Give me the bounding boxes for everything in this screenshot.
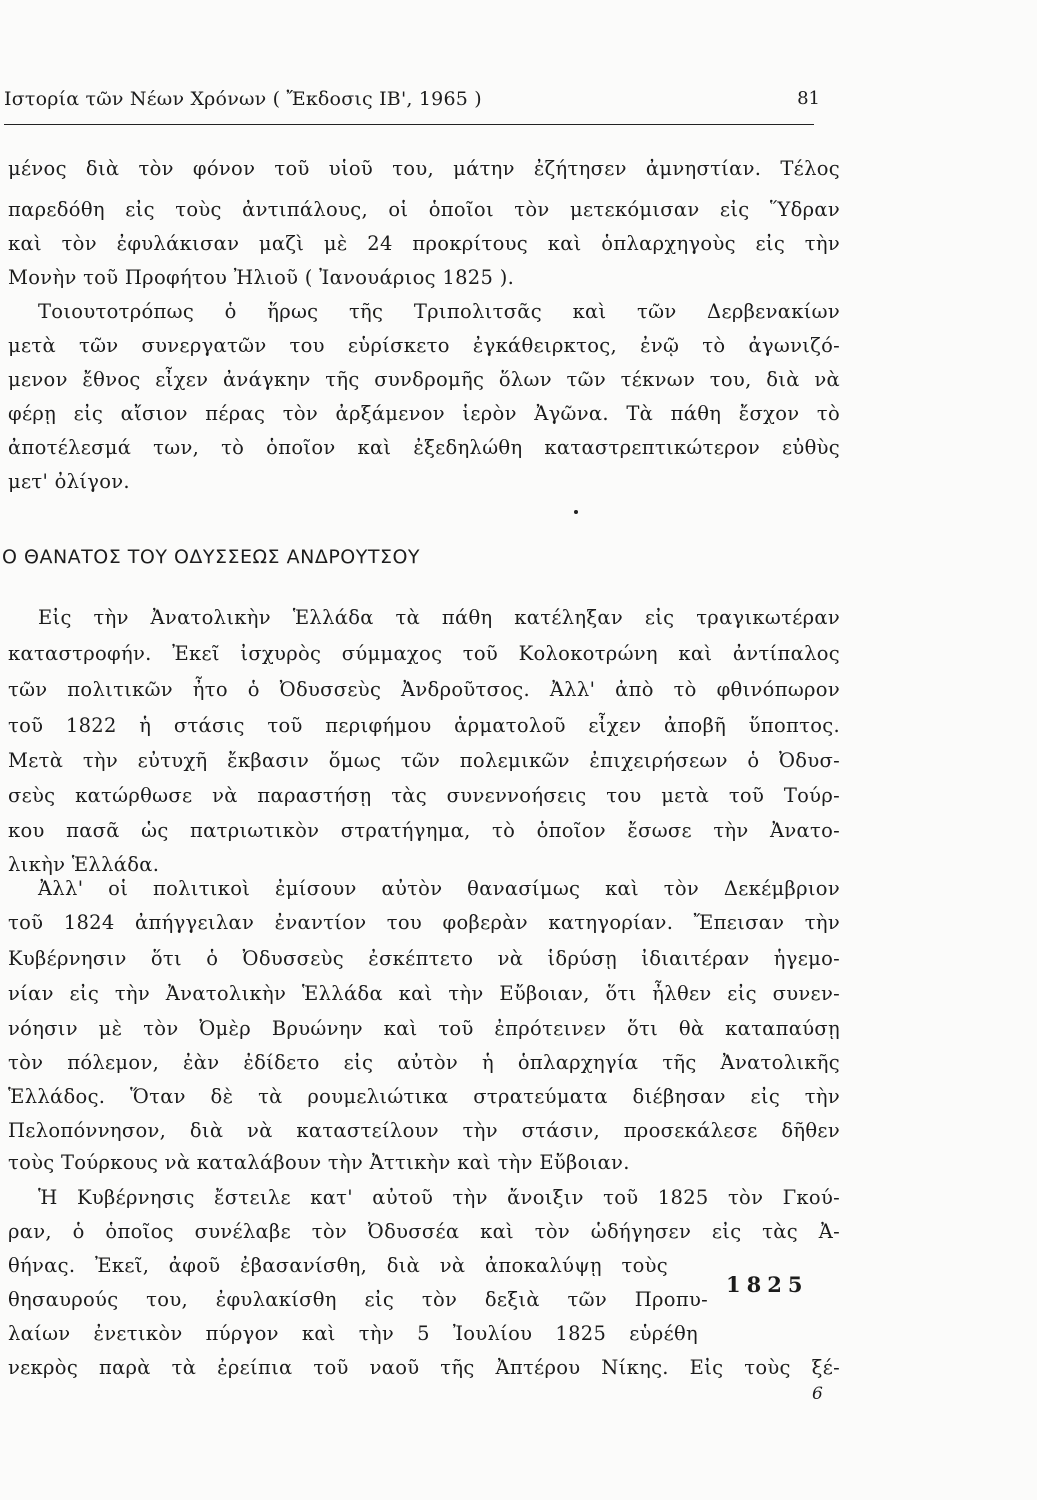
running-title: Ιστορία τῶν Νέων Χρόνων ( Ἔκδοσις ΙΒ', 1965 )	[4, 88, 482, 110]
text-line: φέρῃ εἰς αἴσιον πέρας τὸν ἀρξάμενον ἱερὸν Ἀγῶνα. Τὰ πάθη ἔσχον τὸ	[8, 402, 840, 425]
text-line: νίαν εἰς τὴν Ἀνατολικὴν Ἑλλάδα καὶ τὴν Εὔβοιαν, ὅτι ἦλθεν εἰς συνεν-	[8, 982, 840, 1005]
text-line: καὶ τὸν ἐφυλάκισαν μαζὶ μὲ 24 προκρίτους καὶ ὁπλαρχηγοὺς εἰς τὴν	[8, 232, 840, 255]
text-line: τὸν πόλεμον, ἐὰν ἐδίδετο εἰς αὐτὸν ἡ ὁπλαρχηγία τῆς Ἀνατολικῆς	[8, 1051, 840, 1074]
text-line: κου πασᾶ ὡς πατριωτικὸν στρατήγημα, τὸ ὁποῖον ἔσωσε τὴν Ἀνατο-	[8, 819, 840, 842]
text-line: μένος διὰ τὸν φόνον τοῦ υἱοῦ του, μάτην ἐζήτησεν ἀμνηστίαν. Τέλος	[8, 157, 840, 180]
text-line: Κυβέρνησιν ὅτι ὁ Ὀδυσσεὺς ἐσκέπτετο νὰ ἱδρύσῃ ἰδιαιτέραν ἡγεμο-	[8, 947, 840, 970]
text-line: θήνας. Ἐκεῖ, ἀφοῦ ἐβασανίσθη, διὰ νὰ ἀποκαλύψῃ τοὺς	[8, 1254, 668, 1277]
text-line: τῶν πολιτικῶν ἦτο ὁ Ὀδυσσεὺς Ἀνδροῦτσος. Ἀλλ' ἀπὸ τὸ φθινόπωρον	[8, 678, 840, 701]
text-line: τοὺς Τούρκους νὰ καταλάβουν τὴν Ἀττικὴν καὶ τὴν Εὔβοιαν.	[8, 1151, 630, 1174]
text-line: Ἑλλάδος. Ὅταν δὲ τὰ ρουμελιώτικα στρατεύματα διέβησαν εἰς τὴν	[8, 1085, 840, 1108]
text-line: Πελοπόννησον, διὰ νὰ καταστείλουν τὴν στάσιν, προσεκάλεσε δῆθεν	[8, 1119, 840, 1142]
text-line: μενον ἔθνος εἶχεν ἀνάγκην τῆς συνδρομῆς ὅλων τῶν τέκνων του, διὰ νὰ	[8, 368, 840, 391]
text-line: νόησιν μὲ τὸν Ὀμὲρ Βρυώνην καὶ τοῦ ἐπρότεινεν ὅτι θὰ καταπαύσῃ	[8, 1017, 840, 1040]
text-line: Τοιουτοτρόπως ὁ ἥρως τῆς Τριπολιτσᾶς καὶ τῶν Δερβενακίων	[38, 300, 840, 323]
text-line: ραν, ὁ ὁποῖος συνέλαβε τὸν Ὀδυσσέα καὶ τὸν ὡδήγησεν εἰς τὰς Ἀ-	[8, 1220, 840, 1243]
text-line: τοῦ 1824 ἀπήγγειλαν ἐναντίον του φοβερὰν κατηγορίαν. Ἔπεισαν τὴν	[8, 911, 840, 934]
signature-mark: 6	[812, 1384, 823, 1404]
section-heading: Ο ΘΑΝΑΤΟΣ ΤΟΥ ΟΔΥΣΣΕΩΣ ΑΝΔΡΟΥΤΣΟΥ	[2, 546, 421, 568]
text-line: τοῦ 1822 ἡ στάσις τοῦ περιφήμου ἁρματολοῦ εἶχεν ἀποβῆ ὕποπτος.	[8, 714, 840, 737]
text-line: μετὰ τῶν συνεργατῶν του εὑρίσκετο ἐγκάθειρκτος, ἐνῷ τὸ ἀγωνιζό-	[8, 334, 840, 357]
text-line: νεκρὸς παρὰ τὰ ἐρείπια τοῦ ναοῦ τῆς Ἀπτέρου Νίκης. Εἰς τοὺς ξέ-	[8, 1356, 840, 1379]
text-line: καταστροφήν. Ἐκεῖ ἰσχυρὸς σύμμαχος τοῦ Κολοκοτρώνη καὶ ἀντίπαλος	[8, 642, 840, 665]
text-line: θησαυρούς του, ἐφυλακίσθη εἰς τὸν δεξιὰ τῶν Προπυ-	[8, 1288, 708, 1311]
text-line: σεὺς κατώρθωσε νὰ παραστήσῃ τὰς συνεννοήσεις του μετὰ τοῦ Τούρ-	[8, 784, 840, 807]
text-line: Μετὰ τὴν εὐτυχῆ ἔκβασιν ὅμως τῶν πολεμικῶν ἐπιχειρήσεων ὁ Ὀδυσ-	[8, 749, 840, 772]
running-header	[4, 88, 820, 125]
text-line: παρεδόθη εἰς τοὺς ἀντιπάλους, οἱ ὁποῖοι τὸν μετεκόμισαν εἰς Ὕδραν	[8, 198, 840, 221]
margin-year-note: 1825	[726, 1272, 809, 1297]
print-dot	[574, 510, 578, 514]
text-line: λαίων ἐνετικὸν πύργον καὶ τὴν 5 Ἰουλίου 1825 εὑρέθη	[8, 1322, 698, 1345]
text-line: Εἰς τὴν Ἀνατολικὴν Ἑλλάδα τὰ πάθη κατέληξαν εἰς τραγικωτέραν	[38, 606, 840, 629]
text-line: Ἀλλ' οἱ πολιτικοὶ ἐμίσουν αὐτὸν θανασίμως καὶ τὸν Δεκέμβριον	[38, 877, 840, 900]
page-number: 81	[797, 88, 820, 109]
text-line: λικὴν Ἑλλάδα.	[8, 853, 160, 876]
text-line: ἀποτέλεσμά των, τὸ ὁποῖον καὶ ἐξεδηλώθη καταστρεπτικώτερον εὐθὺς	[8, 436, 840, 459]
text-line: Ἡ Κυβέρνησις ἔστειλε κατ' αὐτοῦ τὴν ἄνοιξιν τοῦ 1825 τὸν Γκού-	[38, 1186, 840, 1209]
text-line: μετ' ὀλίγον.	[8, 470, 130, 493]
text-line: Μονὴν τοῦ Προφήτου Ἠλιοῦ ( Ἰανουάριος 1825 ).	[8, 266, 515, 289]
